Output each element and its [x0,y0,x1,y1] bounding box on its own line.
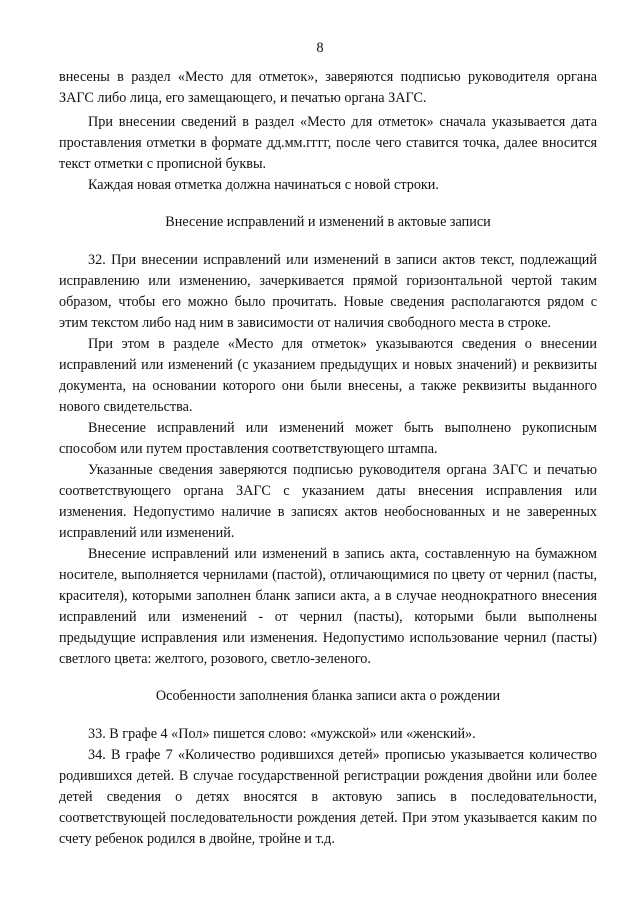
paragraph: При этом в разделе «Место для отметок» указываются сведения о внесении исправлений или изменений (с указанием предыдущих и новых значений) и реквизиты документа, на основании которого они были внесены, а также реквизиты выданного нового свидетельства. [59,336,597,415]
paragraph: Указанные сведения заверяются подписью руководителя органа ЗАГС и печатью соответствующего органа ЗАГС с указанием даты внесения исправления или изменения. Недопустимо наличие в записях актов необоснованных и не заверенных исправлений или изменений. [59,462,597,541]
paragraph: 32. При внесении исправлений или изменений в записи актов текст, подлежащий исправлению или изменению, зачеркивается прямой горизонтальной чертой таким образом, чтобы его можно было прочитать. Новые сведения располагаются рядом с этим текстом либо над ним в зависимости от наличия свободного места в строке. [59,252,597,331]
paragraph: Внесение исправлений или изменений может быть выполнено рукописным способом или путем проставления соответствующего штампа. [59,420,597,457]
paragraph: Внесение исправлений или изменений в запись акта, составленную на бумажном носителе, выполняется чернилами (пастой), отличающимися по цвету от чернил (пасты, красителя), которыми заполнен бланк записи акта, а в случае неоднократного внесения исправлений или изменений - от чернил (пасты), которыми были выполнены предыдущие исправления или изменения. Недопустимо использование чернил (пасты) светлого цвета: желтого, розового, светло-зеленого. [59,546,597,667]
paragraph: 34. В графе 7 «Количество родившихся детей» прописью указывается количество родившихся детей. В случае государственной регистрации рождения двойни или более детей сведения о детях вносятся в актовую запись в последовательности, соответствующей последовательности рождения детей. При этом указывается каким по счету ребенок родился в двойне, тройне и т.д. [59,747,597,847]
paragraph: При внесении сведений в раздел «Место для отметок» сначала указывается дата проставления отметки в формате дд.мм.гггг, после чего ставится точка, далее вносится текст отметки с прописной буквы. [59,114,597,172]
paragraph: внесены в раздел «Место для отметок», заверяются подписью руководителя органа ЗАГС либо лица, его замещающего, и печатью органа ЗАГС. [59,69,597,106]
paragraph: Каждая новая отметка должна начинаться с новой строки. [88,177,439,193]
section-heading-corrections: Внесение исправлений и изменений в актовые записи [165,214,491,230]
document-body [59,67,597,850]
paragraph: 33. В графе 4 «Пол» пишется слово: «мужской» или «женский». [88,726,476,742]
section-heading-birth-record: Особенности заполнения бланка записи акта о рождении [155,688,501,704]
page-number: 8 [316,40,324,56]
